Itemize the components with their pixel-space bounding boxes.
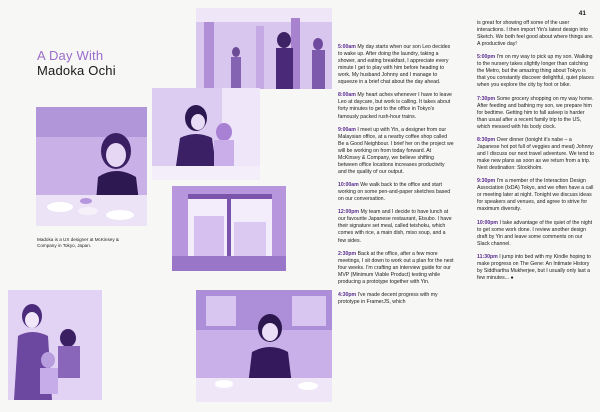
entry-text: Back at the office, after a few more meetings, I sit down to work out a plan for the next four weeks. I'm crafting an interview guide for our MVP (Minimum Viable Product) testing while producing a prototype together with Yin.: [338, 250, 454, 285]
diary-entry: [477, 96, 595, 131]
entry-text: I'm on my way to pick up my son. Walking to the nursery takes slightly longer than catching the Metro, but the amazing thing about Tokyo is that you constantly discover delightful, quiet places when you explore the city by foot or bike.: [477, 54, 594, 89]
entry-text: I meet up with Yin, a designer from our Malaysian office, at a nearby coffee shop called Be a Good Neighbour. I brief her on the project we will be working on from today forward. At McKinsey & Company, we believe shifting between office locations increases productivity and the quality of our output.: [338, 126, 454, 175]
diary-entry: [477, 220, 595, 248]
entry-time: 2:30pm: [338, 250, 357, 257]
entry-text: is great for showing off some of the user interactions. I then import Yin's latest design into Sketch. We both feel good about where things are. A productive day!: [477, 20, 594, 48]
entry-text: My day starts when our son Leo decides to wake up. After doing the laundry, taking a shower, and eating breakfast, I appreciate every minute I get to play with him before heading to work. My husband Johnny and I manage to squeeze in a brief chat about the day ahead.: [338, 44, 451, 86]
entry-time: 5:00am: [338, 44, 356, 50]
entry-text: We walk back to the office and start working on some pen-and-paper sketches based on our conversation.: [338, 182, 451, 203]
diary-entry: [477, 137, 595, 172]
photo-cafe-meeting: [196, 290, 332, 402]
entry-time: 11:30pm: [477, 253, 498, 260]
entry-text: My heart aches whenever I have to leave Leo at daycare, but work is calling. It takes about forty minutes to get to the office in Tokyo's famously packed rush-hour trains.: [338, 92, 452, 120]
entry-time: 8:00am: [338, 92, 356, 99]
diary-entry: [477, 20, 595, 48]
diary-entry: [338, 251, 454, 286]
article-column-2: [477, 20, 595, 288]
diary-entry: [338, 44, 454, 86]
diary-entry: [338, 182, 454, 203]
diary-entry: [477, 178, 595, 213]
entry-text: I jump into bed with my Kindle hoping to make progress on The Gene: An Intimate History by Siddhartha Mukherjee, but I usually only last a few minutes... ●: [477, 253, 591, 282]
entry-text: I've made decent progress with my prototype in FramerJS, which: [338, 291, 438, 306]
photo-caption: Madoka is a UX designer at McKinsey & Company in Tokyo, Japan.: [37, 237, 119, 248]
diary-entry: [338, 209, 454, 244]
entry-time: 10:00pm: [477, 219, 499, 226]
photo-subway-station: [196, 8, 332, 89]
entry-time: 5:00pm: [477, 54, 496, 61]
entry-text: Some grocery shopping on my way home. After feeding and bathing my son, we prepare him for bedtime. Getting him to fall asleep is harder than usual after a recent family trip to the US, which messed with his body clock.: [477, 95, 594, 130]
diary-entry: [477, 54, 595, 89]
article-column-1: [338, 44, 454, 312]
entry-time: 12:00pm: [338, 209, 360, 216]
article-title-line2: Madoka Ochi: [37, 63, 116, 78]
entry-text: I take advantage of the quiet of the night to get some work done. I review another design draft by Yin and leave some comments on our Slack channel.: [477, 219, 593, 247]
entry-time: 9:00am: [338, 126, 356, 133]
photo-window-view: [172, 186, 286, 271]
diary-entry: [338, 92, 454, 120]
entry-time: 10:00am: [338, 182, 359, 189]
entry-text: My team and I decide to have lunch at our favourite Japanese restaurant, Etsubo. I have their signature set meal, called teishoku, which comes with rice, a main dish, miso soup, and a few sides.: [338, 209, 452, 244]
entry-text: I'm a member of the Interaction Design Association (IxDA) Tokyo, and we often have a call or meeting later at night. Tonight we discuss ideas for speakers and venues, and agree to strive for maximum diversity.: [477, 178, 594, 213]
entry-text: Over dinner (tonight it's nabe – a Japanese hot pot full of veggies and meat) Johnny and I discuss our next travel adventure. We tend to make new plans as soon as we return from a trip. Next destination: Stockholm.: [477, 136, 594, 172]
diary-entry: [338, 292, 454, 306]
entry-time: 7:30pm: [477, 95, 496, 102]
entry-time: 4:30pm: [338, 291, 357, 298]
diary-entry: [477, 254, 595, 282]
diary-entry: [338, 127, 454, 176]
article-title-line1: A Day With: [37, 48, 104, 63]
photo-family-group: [8, 290, 102, 400]
photo-madoka-with-son: [152, 88, 260, 180]
photo-madoka-portrait: [36, 107, 147, 226]
entry-time: 9:30pm: [477, 178, 496, 185]
page-number: 41: [578, 10, 586, 17]
entry-time: 8:30pm: [477, 136, 496, 143]
